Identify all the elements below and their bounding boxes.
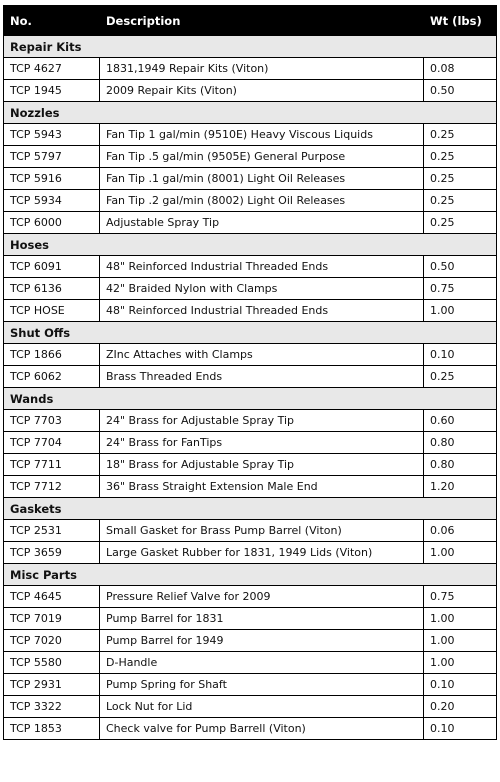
- weight-cell: 0.25: [424, 124, 497, 146]
- part-number-cell: TCP 6136: [4, 278, 100, 300]
- weight-cell: 0.25: [424, 366, 497, 388]
- description-cell: 24" Brass for FanTips: [100, 432, 424, 454]
- weight-cell: 0.60: [424, 410, 497, 432]
- weight-cell: 0.50: [424, 256, 497, 278]
- table-row: [4, 652, 497, 674]
- part-number-cell: TCP 2531: [4, 520, 100, 542]
- section-row: [4, 498, 497, 520]
- table-row: [4, 608, 497, 630]
- part-number-cell: TCP 3322: [4, 696, 100, 718]
- section-row: [4, 36, 497, 58]
- table-row: [4, 190, 497, 212]
- weight-cell: 1.00: [424, 542, 497, 564]
- header-row: [4, 6, 497, 36]
- weight-cell: 0.80: [424, 454, 497, 476]
- description-cell: Fan Tip 1 gal/min (9510E) Heavy Viscous Liquids: [100, 124, 424, 146]
- table-row: [4, 476, 497, 498]
- table-row: [4, 146, 497, 168]
- part-number-cell: TCP 7704: [4, 432, 100, 454]
- parts-table: [3, 5, 497, 740]
- weight-cell: 0.80: [424, 432, 497, 454]
- weight-cell: 1.20: [424, 476, 497, 498]
- part-number-cell: TCP 1945: [4, 80, 100, 102]
- part-number-cell: TCP 4627: [4, 58, 100, 80]
- table-row: [4, 696, 497, 718]
- table-row: [4, 542, 497, 564]
- table-row: [4, 586, 497, 608]
- part-number-cell: TCP 6000: [4, 212, 100, 234]
- description-cell: 36" Brass Straight Extension Male End: [100, 476, 424, 498]
- part-number-cell: TCP 5797: [4, 146, 100, 168]
- weight-cell: 0.75: [424, 586, 497, 608]
- section-row: [4, 102, 497, 124]
- weight-cell: 0.10: [424, 344, 497, 366]
- description-cell: 48" Reinforced Industrial Threaded Ends: [100, 256, 424, 278]
- description-cell: 1831,1949 Repair Kits (Viton): [100, 58, 424, 80]
- part-number-cell: TCP 7711: [4, 454, 100, 476]
- table-row: [4, 410, 497, 432]
- description-cell: Check valve for Pump Barrell (Viton): [100, 718, 424, 740]
- table-row: [4, 630, 497, 652]
- description-cell: Pressure Relief Valve for 2009: [100, 586, 424, 608]
- section-title: Gaskets: [4, 498, 497, 520]
- weight-cell: 0.10: [424, 718, 497, 740]
- description-cell: 42" Braided Nylon with Clamps: [100, 278, 424, 300]
- section-title: Misc Parts: [4, 564, 497, 586]
- table-row: [4, 212, 497, 234]
- weight-cell: 0.08: [424, 58, 497, 80]
- part-number-cell: TCP 7703: [4, 410, 100, 432]
- part-number-cell: TCP 2931: [4, 674, 100, 696]
- table-row: [4, 80, 497, 102]
- table-row: [4, 168, 497, 190]
- description-cell: Pump Spring for Shaft: [100, 674, 424, 696]
- part-number-cell: TCP 6062: [4, 366, 100, 388]
- table-row: [4, 432, 497, 454]
- description-cell: Fan Tip .1 gal/min (8001) Light Oil Releases: [100, 168, 424, 190]
- table-row: [4, 520, 497, 542]
- part-number-cell: TCP 4645: [4, 586, 100, 608]
- weight-cell: 1.00: [424, 300, 497, 322]
- description-cell: Fan Tip .2 gal/min (8002) Light Oil Releases: [100, 190, 424, 212]
- table-row: [4, 366, 497, 388]
- table-row: [4, 718, 497, 740]
- description-cell: 18" Brass for Adjustable Spray Tip: [100, 454, 424, 476]
- column-header-no: No.: [4, 6, 100, 36]
- part-number-cell: TCP 7712: [4, 476, 100, 498]
- table-body: [4, 36, 497, 740]
- table-row: [4, 256, 497, 278]
- section-title: Nozzles: [4, 102, 497, 124]
- description-cell: Lock Nut for Lid: [100, 696, 424, 718]
- table-row: [4, 454, 497, 476]
- part-number-cell: TCP 1866: [4, 344, 100, 366]
- part-number-cell: TCP 6091: [4, 256, 100, 278]
- parts-table-container: [3, 5, 496, 740]
- section-title: Shut Offs: [4, 322, 497, 344]
- part-number-cell: TCP 3659: [4, 542, 100, 564]
- part-number-cell: TCP 7019: [4, 608, 100, 630]
- description-cell: 24" Brass for Adjustable Spray Tip: [100, 410, 424, 432]
- table-row: [4, 58, 497, 80]
- description-cell: Small Gasket for Brass Pump Barrel (Viton): [100, 520, 424, 542]
- column-header-description: Description: [100, 6, 424, 36]
- table-row: [4, 344, 497, 366]
- section-row: [4, 564, 497, 586]
- description-cell: 2009 Repair Kits (Viton): [100, 80, 424, 102]
- weight-cell: 0.25: [424, 190, 497, 212]
- table-row: [4, 278, 497, 300]
- weight-cell: 1.00: [424, 630, 497, 652]
- section-row: [4, 234, 497, 256]
- section-row: [4, 322, 497, 344]
- table-row: [4, 674, 497, 696]
- section-title: Wands: [4, 388, 497, 410]
- description-cell: Fan Tip .5 gal/min (9505E) General Purpose: [100, 146, 424, 168]
- weight-cell: 1.00: [424, 652, 497, 674]
- description-cell: D-Handle: [100, 652, 424, 674]
- part-number-cell: TCP 5916: [4, 168, 100, 190]
- part-number-cell: TCP 1853: [4, 718, 100, 740]
- part-number-cell: TCP 5580: [4, 652, 100, 674]
- weight-cell: 1.00: [424, 608, 497, 630]
- description-cell: Large Gasket Rubber for 1831, 1949 Lids (Viton): [100, 542, 424, 564]
- weight-cell: 0.20: [424, 696, 497, 718]
- weight-cell: 0.75: [424, 278, 497, 300]
- column-header-weight: Wt (lbs): [424, 6, 497, 36]
- weight-cell: 0.06: [424, 520, 497, 542]
- weight-cell: 0.25: [424, 168, 497, 190]
- section-title: Repair Kits: [4, 36, 497, 58]
- description-cell: Pump Barrel for 1831: [100, 608, 424, 630]
- part-number-cell: TCP 5934: [4, 190, 100, 212]
- section-title: Hoses: [4, 234, 497, 256]
- description-cell: Adjustable Spray Tip: [100, 212, 424, 234]
- description-cell: Brass Threaded Ends: [100, 366, 424, 388]
- part-number-cell: TCP HOSE: [4, 300, 100, 322]
- description-cell: 48" Reinforced Industrial Threaded Ends: [100, 300, 424, 322]
- weight-cell: 0.25: [424, 146, 497, 168]
- weight-cell: 0.25: [424, 212, 497, 234]
- description-cell: Pump Barrel for 1949: [100, 630, 424, 652]
- table-row: [4, 300, 497, 322]
- weight-cell: 0.10: [424, 674, 497, 696]
- weight-cell: 0.50: [424, 80, 497, 102]
- description-cell: ZInc Attaches with Clamps: [100, 344, 424, 366]
- part-number-cell: TCP 7020: [4, 630, 100, 652]
- table-header: [4, 6, 497, 36]
- table-row: [4, 124, 497, 146]
- part-number-cell: TCP 5943: [4, 124, 100, 146]
- section-row: [4, 388, 497, 410]
